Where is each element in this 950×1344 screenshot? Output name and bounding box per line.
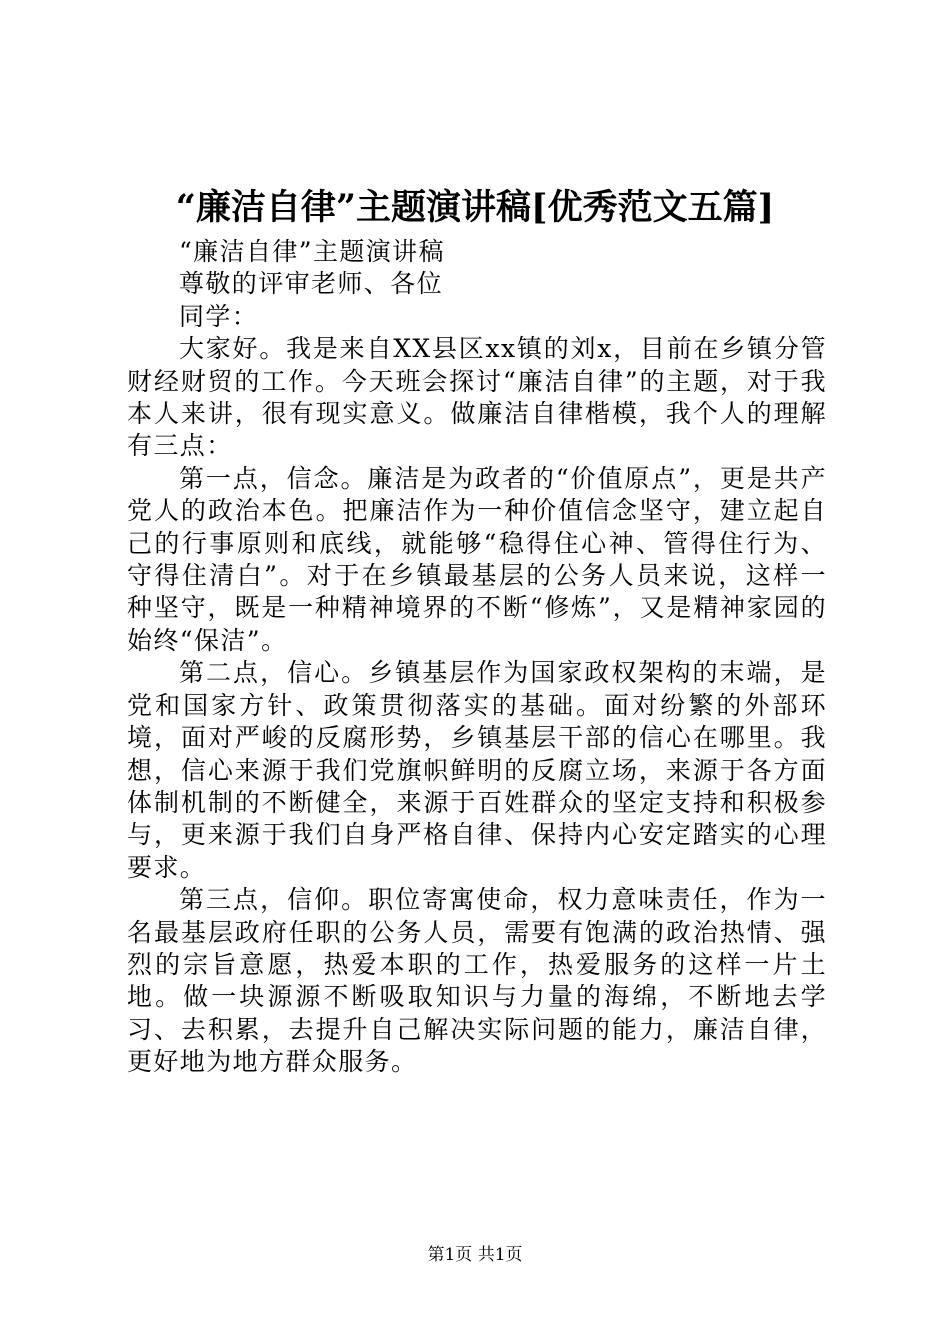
- paragraph-intro: 大家好。我是来自XX县区xx镇的刘x，目前在乡镇分管财经财贸的工作。今天班会探讨“廉洁自律”的主题，对于我本人来讲，很有现实意义。做廉洁自律楷模，我个人的理解有三点：: [127, 334, 827, 461]
- document-body: [127, 236, 827, 1079]
- document-title: “廉洁自律”主题演讲稿[优秀范文五篇]: [175, 187, 775, 228]
- paragraph-point-three: 第三点，信仰。职位寄寓使命，权力意味责任，作为一名最基层政府任职的公务人员，需要有饱满的政治热情、强烈的宗旨意愿，热爱本职的工作，热爱服务的这样一片土地。做一块源源不断吸取知识与力量的海绵，不断地去学习、去积累，去提升自己解决实际问题的能力，廉洁自律，更好地为地方群众服务。: [127, 885, 827, 1077]
- paragraph-point-two: 第二点，信心。乡镇基层作为国家政权架构的末端，是党和国家方针、政策贯彻落实的基础。面对纷繁的外部环境，面对严峻的反腐形势，乡镇基层干部的信心在哪里。我想，信心来源于我们党旗帜鲜明的反腐立场，来源于各方面体制机制的不断健全，来源于百姓群众的坚定支持和积极参与，更来源于我们自身严格自律、保持内心安定踏实的心理要求。: [127, 658, 827, 882]
- speech-subtitle: “廉洁自律”主题演讲稿: [179, 237, 445, 266]
- paragraph-point-one: 第一点，信念。廉洁是为政者的“价值原点”，更是共产党人的政治本色。把廉洁作为一种价值信念坚守，建立起自己的行事原则和底线，就能够“稳得住心神、管得住行为、守得住清白”。对于在乡镇最基层的公务人员来说，这样一种坚守，既是一种精神境界的不断“修炼”，又是精神家园的始终“保洁”。: [127, 463, 827, 655]
- salutation-line-2: 同学：: [179, 301, 259, 331]
- salutation-line-1: 尊敬的评审老师、各位: [179, 269, 444, 299]
- page-footer: 第1页 共1页: [427, 1245, 523, 1265]
